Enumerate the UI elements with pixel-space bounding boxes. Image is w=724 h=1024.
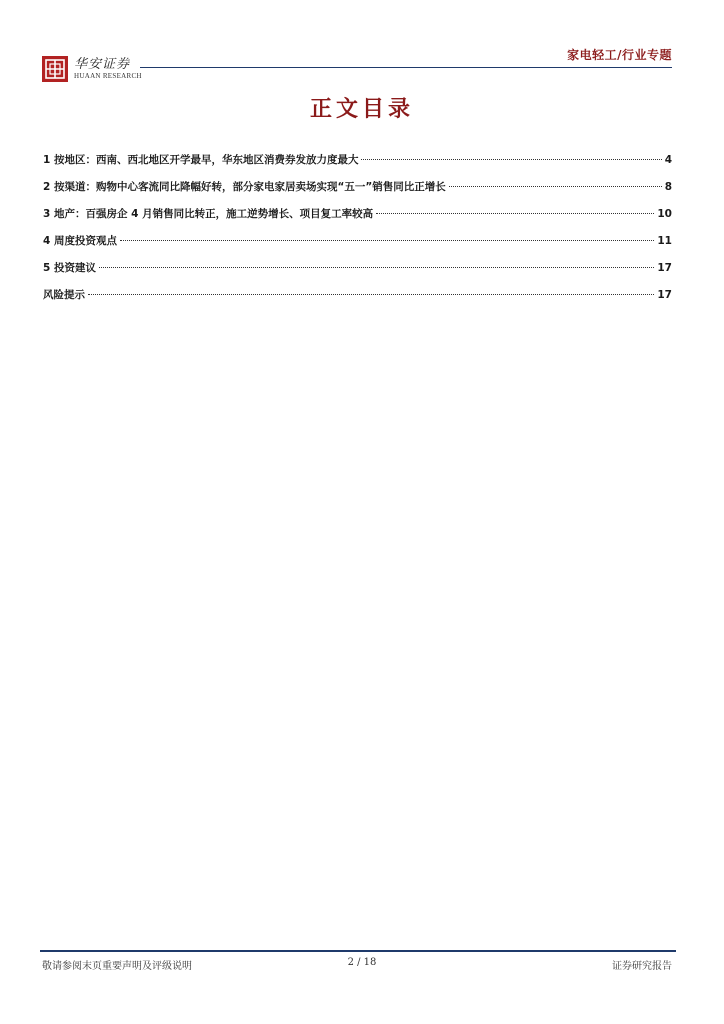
toc-entry[interactable] [43,233,672,260]
toc-entry[interactable] [43,152,672,179]
toc-entry-page: 8 [664,181,672,193]
toc-entry[interactable] [43,179,672,206]
footer-report-type: 证券研究报告 [612,961,672,972]
header-category: 家电轻工/行业专题 [567,48,672,62]
toc-leader-dots [120,240,654,241]
toc-entry-page: 11 [657,235,672,247]
footer-page-indicator: 2 / 18 [347,957,377,968]
toc-leader-dots [376,213,654,214]
toc-leader-dots [99,267,654,268]
toc-entry-title: 2 按渠道：购物中心客流同比降幅好转，部分家电家居卖场实现“五一”销售同比正增长 [43,181,446,193]
toc-leader-dots [449,186,662,187]
toc-entry-title: 1 按地区：西南、西北地区开学最早，华东地区消费券发放力度最大 [43,154,359,166]
footer-rule [40,950,676,952]
toc-leader-dots [361,159,661,160]
toc-entry[interactable] [43,287,672,314]
toc-entry-page: 4 [664,154,672,166]
logo-mark-icon [42,56,68,82]
toc-entry[interactable] [43,206,672,233]
toc-leader-dots [88,294,654,295]
company-logo [42,56,142,82]
header-rule [140,67,672,68]
footer-disclaimer: 敬请参阅末页重要声明及评级说明 [42,961,192,972]
toc-entry-page: 10 [657,208,672,220]
toc-entry[interactable] [43,260,672,287]
toc-entry-page: 17 [657,289,672,301]
logo-en-text: HUAAN RESEARCH [74,71,142,80]
toc-entry-page: 17 [657,262,672,274]
page-title: 正文目录 [309,97,414,122]
table-of-contents [43,152,672,314]
toc-entry-title: 3 地产：百强房企 4 月销售同比转正，施工逆势增长、项目复工率较高 [43,208,374,220]
toc-entry-title: 5 投资建议 [43,262,96,274]
toc-entry-title: 风险提示 [43,289,85,301]
toc-entry-title: 4 周度投资观点 [43,235,117,247]
logo-cn-text: 华安证券 [74,56,131,72]
